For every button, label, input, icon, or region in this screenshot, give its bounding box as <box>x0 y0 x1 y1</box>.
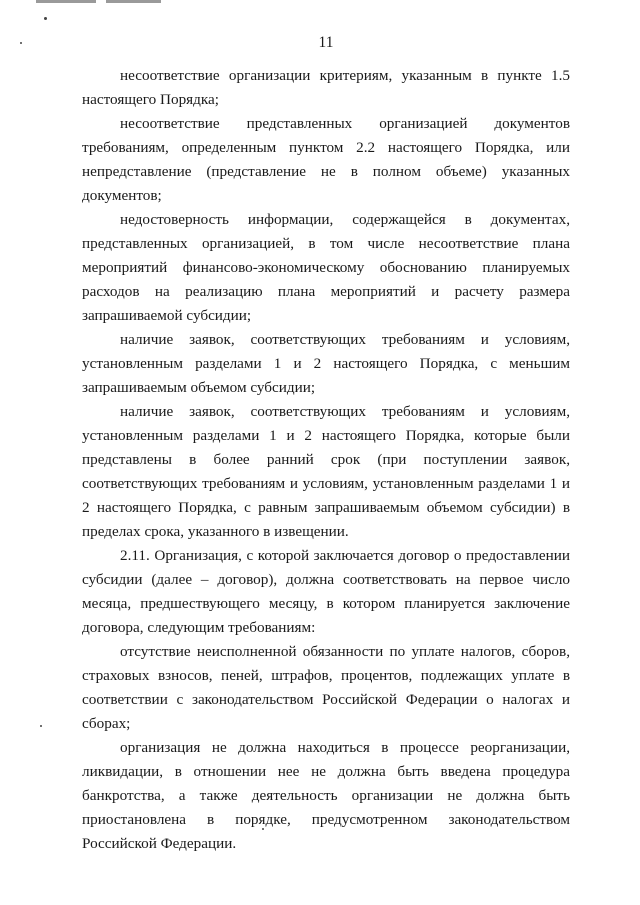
paragraph: наличие заявок, соответствующих требованиям и условиям, установленным разделами 1 и 2 настоящего Порядка, с меньшим запрашиваемым объемом субсидии; <box>82 331 570 396</box>
page-number: 11 <box>318 34 334 51</box>
document-body <box>82 64 570 856</box>
scan-edge-mark <box>106 0 161 3</box>
scan-speck <box>40 725 42 727</box>
paragraph: наличие заявок, соответствующих требованиям и условиям, установленным разделами 1 и 2 настоящего Порядка, которые были представлены в более ранний срок (при поступлении заявок, соответствующих требованиям и условиям, установленным разделами 1 и 2 настоящего Порядка, с равным запрашиваемым объемом субсидии) в пределах срока, указанного в извещении. <box>82 403 570 540</box>
paragraph: организация не должна находиться в процессе реорганизации, ликвидации, в отношении нее не должна быть введена процедура банкротства, а также деятельность организации не должна быть приостановлена в порядке, предусмотренном законодательством Российской Федерации. <box>82 739 570 852</box>
paragraph: несоответствие организации критериям, указанным в пункте 1.5 настоящего Порядка; <box>82 67 570 108</box>
paragraph: недостоверность информации, содержащейся в документах, представленных организацией, в том числе несоответствие плана мероприятий финансово-экономическому обоснованию планируемых расходов на реализацию плана мероприятий и расчету размера запрашиваемой субсидии; <box>82 211 570 324</box>
scan-speck <box>44 17 47 20</box>
paragraph: несоответствие представленных организацией документов требованиям, определенным пунктом 2.2 настоящего Порядка, или непредставление (представление не в полном объеме) указанных документов; <box>82 115 570 204</box>
paragraph: отсутствие неисполненной обязанности по уплате налогов, сборов, страховых взносов, пеней, штрафов, процентов, подлежащих уплате в соответствии с законодательством Российской Федерации о налогах и сборах; <box>82 643 570 732</box>
paragraph: 2.11. Организация, с которой заключается договор о предоставлении субсидии (далее – договор), должна соответствовать на первое число месяца, предшествующего месяцу, в котором планируется заключение договора, следующим требованиям: <box>82 547 570 636</box>
scan-edge-mark <box>36 0 96 3</box>
